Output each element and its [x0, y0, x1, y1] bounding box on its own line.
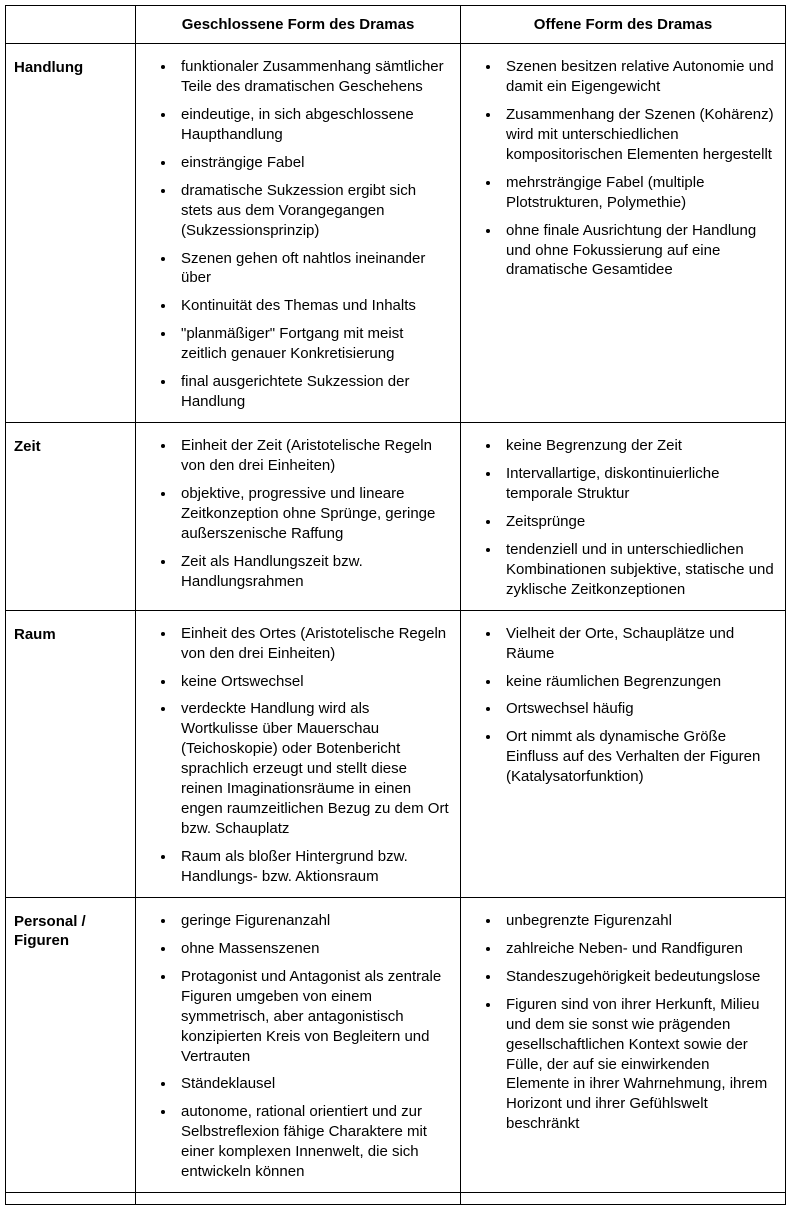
cell-closed-form: [136, 897, 461, 1192]
bullet-item: • Figuren sind von ihrer Herkunft, Milieu und dem sie sonst wie prägenden gesellschaftlichen Kontext sowie der Fülle, der auf sie einwirkenden Elemente in ihrer Wahrnehmung, ihrem Horizont und ihrer Gefühlswelt beschränkt: [501, 995, 775, 1135]
cell-open-form: [461, 423, 786, 611]
row-label: Handlung: [6, 44, 136, 423]
drama-comparison-table: [5, 5, 786, 1205]
bullet-item: • keine Ortswechsel: [176, 672, 450, 692]
cell-open-form: [461, 897, 786, 1192]
bullet-item: • Protagonist und Antagonist als zentrale Figuren umgeben von einem symmetrisch, aber antagonistisch konzipierten Kreis von Begleitern und Vertrauten: [176, 967, 450, 1067]
bullet-item: • Zeitsprünge: [501, 512, 775, 532]
bullet-item: • verdeckte Handlung wird als Wortkulisse über Mauerschau (Teichoskopie) oder Botenbericht sprachlich erzeugt und stellt diese reinen Imaginationsräume in einen engen raumzeitlichen Bezug zu dem Ort bzw. Schauplatz: [176, 699, 450, 839]
bullet-list: [465, 911, 775, 1134]
bullet-item: • autonome, rational orientiert und zur Selbstreflexion fähige Charaktere mit einer komplexen Innenwelt, die sich entwickeln können: [176, 1102, 450, 1182]
corner-cell: [6, 6, 136, 44]
bullet-item: • Raum als bloßer Hintergrund bzw. Handlungs- bzw. Aktionsraum: [176, 847, 450, 887]
table-row: [6, 897, 786, 1192]
column-header-open-form: Offene Form des Dramas: [461, 6, 786, 44]
bullet-item: • Einheit der Zeit (Aristotelische Regeln von den drei Einheiten): [176, 436, 450, 476]
table-body: [6, 44, 786, 1205]
bullet-item: • Vielheit der Orte, Schauplätze und Räume: [501, 624, 775, 664]
bullet-item: • keine räumlichen Begrenzungen: [501, 672, 775, 692]
bullet-item: • final ausgerichtete Sukzession der Handlung: [176, 372, 450, 412]
column-header-closed-form: Geschlossene Form des Dramas: [136, 6, 461, 44]
cell-open-form: [461, 44, 786, 423]
bullet-item: • Szenen gehen oft nahtlos ineinander über: [176, 249, 450, 289]
bullet-item: • tendenziell und in unterschiedlichen Kombinationen subjektive, statische und zyklische Zeitkonzeptionen: [501, 540, 775, 600]
bullet-item: • Einheit des Ortes (Aristotelische Regeln von den drei Einheiten): [176, 624, 450, 664]
bullet-item: • mehrsträngige Fabel (multiple Plotstrukturen, Polymethie): [501, 173, 775, 213]
cell-closed-form: [136, 610, 461, 897]
bullet-list: [465, 624, 775, 788]
row-label: Zeit: [6, 423, 136, 611]
bullet-item: • keine Begrenzung der Zeit: [501, 436, 775, 456]
bullet-item: • geringe Figurenanzahl: [176, 911, 450, 931]
bullet-list: [140, 436, 450, 592]
bullet-item: • Kontinuität des Themas und Inhalts: [176, 296, 450, 316]
bullet-item: • Ständeklausel: [176, 1074, 450, 1094]
bullet-item: • eindeutige, in sich abgeschlossene Haupthandlung: [176, 105, 450, 145]
bullet-item: • Ort nimmt als dynamische Größe Einfluss auf des Verhalten der Figuren (Katalysatorfunktion): [501, 727, 775, 787]
row-label: Personal / Figuren: [6, 897, 136, 1192]
cell-closed-form: [136, 423, 461, 611]
bullet-item: • "planmäßiger" Fortgang mit meist zeitlich genauer Konkretisierung: [176, 324, 450, 364]
bullet-item: • Zusammenhang der Szenen (Kohärenz) wird mit unterschiedlichen kompositorischen Elementen hergestellt: [501, 105, 775, 165]
bullet-item: • Intervallartige, diskontinuierliche temporale Struktur: [501, 464, 775, 504]
bullet-list: [465, 57, 775, 280]
row-label: Raum: [6, 610, 136, 897]
bullet-list: [140, 911, 450, 1182]
bullet-item: • ohne Massenszenen: [176, 939, 450, 959]
table-row: [6, 44, 786, 423]
bullet-item: • unbegrenzte Figurenzahl: [501, 911, 775, 931]
bullet-item: • Standeszugehörigkeit bedeutungslose: [501, 967, 775, 987]
bullet-item: • funktionaler Zusammenhang sämtlicher Teile des dramatischen Geschehens: [176, 57, 450, 97]
empty-footer-row: [6, 1193, 786, 1205]
cell-closed-form: [136, 44, 461, 423]
table-row: [6, 610, 786, 897]
bullet-item: • ohne finale Ausrichtung der Handlung und ohne Fokussierung auf eine dramatische Gesamtidee: [501, 221, 775, 281]
bullet-item: • Ortswechsel häufig: [501, 699, 775, 719]
empty-footer-cell: [136, 1193, 461, 1205]
bullet-item: • Zeit als Handlungszeit bzw. Handlungsrahmen: [176, 552, 450, 592]
bullet-item: • zahlreiche Neben- und Randfiguren: [501, 939, 775, 959]
table-header: [6, 6, 786, 44]
bullet-item: • dramatische Sukzession ergibt sich stets aus dem Vorangegangen (Sukzessionsprinzip): [176, 181, 450, 241]
bullet-list: [140, 624, 450, 887]
bullet-list: [140, 57, 450, 412]
table-row: [6, 423, 786, 611]
bullet-item: • Szenen besitzen relative Autonomie und damit ein Eigengewicht: [501, 57, 775, 97]
cell-open-form: [461, 610, 786, 897]
bullet-item: • einsträngige Fabel: [176, 153, 450, 173]
bullet-item: • objektive, progressive und lineare Zeitkonzeption ohne Sprünge, geringe außerszenische Raffung: [176, 484, 450, 544]
header-row: [6, 6, 786, 44]
bullet-list: [465, 436, 775, 600]
empty-footer-cell: [461, 1193, 786, 1205]
empty-footer-cell: [6, 1193, 136, 1205]
